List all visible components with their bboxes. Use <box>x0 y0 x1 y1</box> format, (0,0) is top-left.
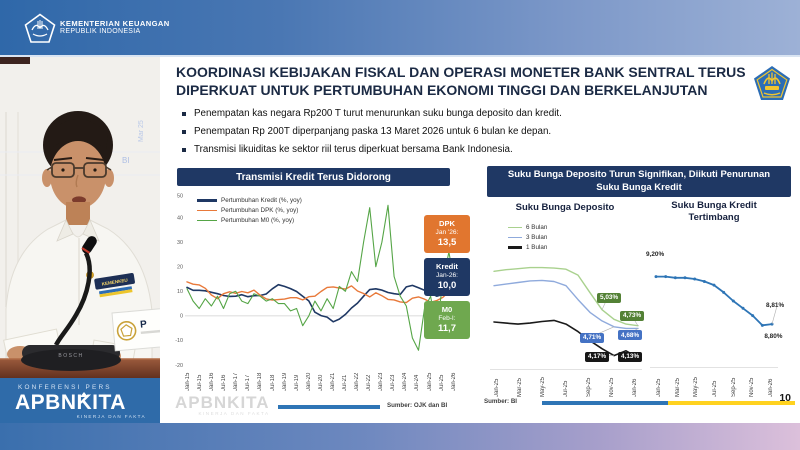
legend-item <box>197 217 302 224</box>
data-label: 4,17% <box>585 352 609 362</box>
x-tick-label: Jul-18 <box>269 374 276 391</box>
svg-text:-20: -20 <box>175 362 183 369</box>
x-tick-label: Jul-15 <box>197 374 204 391</box>
left-chart-xticks <box>185 366 457 391</box>
data-label: 4,68% <box>618 330 642 340</box>
left-chart-panel <box>165 165 477 417</box>
bullet-marker <box>182 112 186 116</box>
ministry-emblem-icon <box>752 64 792 104</box>
watermark-tagline: KINERJA DAN FAKTA <box>198 411 270 416</box>
data-label: 4,71% <box>580 333 604 343</box>
legend-label: 3 Bulan <box>526 234 548 241</box>
legend-swatch <box>197 210 217 212</box>
bullet-text: Penempatan kas negara Rp200 T turut menurunkan suku bunga deposito dan kredit. <box>194 108 562 119</box>
series-badge-b1: M0 <box>441 305 453 314</box>
x-tick-label: Jan-17 <box>233 372 240 391</box>
kredit-xticks <box>656 372 774 397</box>
bottom-gradient-bar <box>0 423 800 450</box>
kemenkeu-logo-icon <box>24 13 56 45</box>
page-number: 10 <box>779 392 791 404</box>
legend-item <box>508 224 547 231</box>
legend-swatch <box>508 246 522 248</box>
kredit-chart-title: Suku Bunga Kredit Tertimbang <box>671 200 757 223</box>
bullet-list <box>182 108 782 162</box>
left-chart-source: Sumber: OJK dan BI <box>387 402 448 409</box>
background-edge <box>0 57 30 64</box>
divider-yellow-segment <box>668 401 795 405</box>
nameplate-text: P <box>139 319 148 331</box>
divider-blue-segment <box>542 401 668 405</box>
data-label: 8,81% <box>766 302 785 310</box>
event-label: KONFERENSI PERS <box>18 384 112 391</box>
svg-text:-10: -10 <box>175 338 183 345</box>
series-badge-b3: 11,7 <box>438 323 456 334</box>
x-tick-label: Mar-25 <box>674 377 681 397</box>
x-tick-label: Jul-16 <box>221 374 228 391</box>
x-tick-label: Jan-22 <box>354 372 361 391</box>
x-tick-label: Jul-25 <box>711 380 718 397</box>
left-chart-legend <box>197 197 302 227</box>
x-tick-label: Jan-26 <box>632 378 638 397</box>
legend-swatch <box>508 237 522 239</box>
slide-title-line1: KOORDINASI KEBIJAKAN FISKAL DAN OPERASI MONETER BANK SENTRAL TERUS <box>176 64 746 80</box>
kredit-chart-wrap <box>646 240 785 368</box>
legend-swatch <box>197 199 217 201</box>
x-tick-label: Jan-19 <box>281 372 288 391</box>
brand-caret-icon <box>80 392 88 397</box>
x-tick-label: Jan-24 <box>402 372 409 391</box>
x-tick-label: May-25 <box>693 376 700 397</box>
watermark <box>175 393 270 416</box>
legend-swatch <box>508 227 522 229</box>
x-tick-label: Jul-19 <box>293 374 300 391</box>
x-tick-label: Jan-23 <box>378 372 385 391</box>
x-tick-label: Jul-24 <box>414 374 421 391</box>
x-tick-label: Mar-25 <box>517 377 523 397</box>
right-panel-title: Suku Bunga Deposito Turun Signifikan, Diikuti Penurunan Suku Bunga Kredit <box>487 166 791 197</box>
data-label: 4,73% <box>620 311 644 321</box>
series-badge-b1: Kredit <box>436 262 458 271</box>
x-tick-label: Jan-26 <box>450 372 457 391</box>
brand-tagline: KINERJA DAN FAKTA <box>76 414 146 419</box>
bullet-text: Transmisi likuiditas ke sektor riil terus diperkuat bersama Bank Indonesia. <box>194 144 513 155</box>
right-chart-panel <box>482 162 797 422</box>
svg-text:0: 0 <box>180 313 183 320</box>
x-tick-label: Jul-23 <box>390 374 397 391</box>
left-chart-title: Transmisi Kredit Terus Didorong <box>177 168 450 186</box>
svg-text:50: 50 <box>177 193 183 200</box>
bullet-text: Penempatan Rp 200T diperpanjang paska 13 Maret 2026 untuk 6 bulan ke depan. <box>194 126 552 137</box>
header-bar <box>0 0 800 57</box>
data-label: 4,13% <box>618 352 642 362</box>
x-tick-label: Jan-26 <box>767 378 774 397</box>
x-tick-label: Jul-17 <box>245 374 252 391</box>
kemenkeu-badge-text: KEMENKEU <box>101 277 129 287</box>
x-tick-label: Jul-20 <box>317 374 324 391</box>
bullet-marker <box>182 130 186 134</box>
x-tick-label: Jul-25 <box>563 380 569 397</box>
series-badge-b3: 13,5 <box>437 237 457 248</box>
x-tick-label: Nov-25 <box>749 377 756 397</box>
legend-label: Pertumbuhan M0 (%, yoy) <box>221 217 295 224</box>
svg-text:40: 40 <box>177 215 183 222</box>
bullet-marker <box>182 148 186 152</box>
projection-text-rotated: Mar 25 <box>138 120 145 142</box>
legend-item <box>508 234 547 241</box>
svg-text:20: 20 <box>177 264 183 271</box>
series-badge <box>424 258 470 296</box>
data-label: 5,03% <box>597 293 621 303</box>
legend-item <box>197 197 302 204</box>
x-tick-label: Sep-25 <box>730 377 737 397</box>
x-tick-label: Jan-15 <box>185 372 191 391</box>
x-tick-label: Jul-22 <box>366 374 373 391</box>
x-tick-label: Jan-25 <box>494 378 500 397</box>
svg-text:30: 30 <box>177 239 183 246</box>
series-badge-b2: Jan '26: <box>435 229 459 236</box>
legend-label: 1 Bulan <box>526 244 548 251</box>
data-label: 8,80% <box>764 333 783 341</box>
legend-item <box>197 207 302 214</box>
x-tick-label: May-25 <box>540 376 546 397</box>
x-tick-label: Jul-25 <box>438 374 445 391</box>
x-tick-label: Jan-25 <box>656 378 662 397</box>
legend-swatch <box>197 220 217 222</box>
data-label: 9,20% <box>646 250 665 258</box>
speaker-video-feed <box>0 57 160 378</box>
series-badge-b1: DPK <box>438 219 456 228</box>
svg-text:10: 10 <box>177 289 183 296</box>
deposito-legend <box>508 224 547 254</box>
deposito-chart-title: Suku Bunga Deposito <box>515 202 615 213</box>
slide <box>160 57 800 423</box>
legend-item <box>508 244 547 251</box>
mic-brand-text: BOSCH <box>58 353 84 359</box>
slide-title <box>176 63 746 99</box>
legend-label: Pertumbuhan Kredit (%, yoy) <box>221 197 302 204</box>
speaker-illustration <box>0 57 160 378</box>
right-panel-source: Sumber: BI <box>484 398 518 405</box>
watermark-brand: APBNKITA <box>175 393 270 412</box>
deposito-xticks <box>494 372 638 397</box>
series-badge-b3: 10,0 <box>437 280 457 291</box>
x-tick-label: Sep-25 <box>586 377 592 397</box>
blue-divider <box>278 405 380 409</box>
nameplate <box>112 308 160 351</box>
x-tick-label: Jan-21 <box>329 372 336 391</box>
deposito-chart-wrap <box>490 250 642 370</box>
brand-panel <box>0 378 160 423</box>
x-tick-label: Jan-18 <box>257 372 264 391</box>
slide-title-line2: DIPERKUAT UNTUK PERTUMBUHAN EKONOMI TINGGI DAN BERKELANJUTAN <box>176 82 708 99</box>
series-badge-b2: Jan-26: <box>436 272 458 279</box>
ministry-country: REPUBLIK INDONESIA <box>60 28 141 36</box>
x-tick-label: Jan-16 <box>209 372 216 391</box>
bullet-item <box>182 126 782 137</box>
brand-name: APBNKITA <box>15 391 126 414</box>
x-tick-label: Jan-20 <box>305 372 312 391</box>
ministry-name: KEMENTERIAN KEUANGAN <box>60 19 170 28</box>
legend-label: 6 Bulan <box>526 224 548 231</box>
bullet-item <box>182 144 782 155</box>
x-tick-label: Nov-25 <box>609 377 615 397</box>
kredit-svg <box>650 240 778 368</box>
x-tick-label: Jan-25 <box>426 372 433 391</box>
projection-text: BI <box>122 156 130 165</box>
series-badge-b2: Feb-I: <box>438 315 456 322</box>
series-badge <box>424 301 470 339</box>
badge-column <box>424 215 470 344</box>
series-badge <box>424 215 470 253</box>
bullet-item <box>182 108 782 119</box>
legend-label: Pertumbuhan DPK (%, yoy) <box>221 207 299 214</box>
x-tick-label: Jul-21 <box>342 374 349 391</box>
